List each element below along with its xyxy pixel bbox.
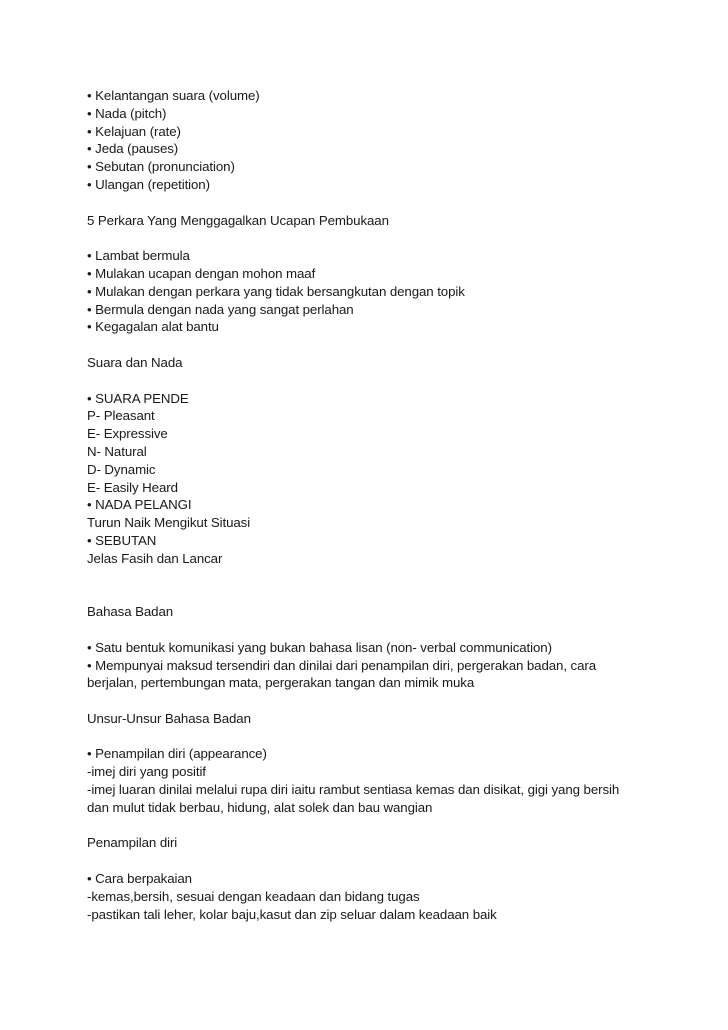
list-item: • Lambat bermula <box>87 248 190 264</box>
spacer <box>87 817 687 835</box>
spacer <box>87 194 687 212</box>
spacer <box>87 336 687 354</box>
section-heading: Suara dan Nada <box>87 354 183 370</box>
text-line: P- Pleasant <box>87 408 155 424</box>
spacer <box>87 852 687 870</box>
section-heading: Penampilan diri <box>87 835 178 851</box>
text-line: E- Easily Heard <box>87 479 178 495</box>
spacer <box>87 728 687 746</box>
text-line: • Cara berpakaian <box>87 871 192 887</box>
text-line: dan mulut tidak berbau, hidung, alat solek dan bau wangian <box>87 799 433 815</box>
text-line: E- Expressive <box>87 426 168 442</box>
text-line: • SEBUTAN <box>87 532 157 548</box>
voice-elements-list <box>87 87 687 194</box>
text-line: -imej luaran dinilai melalui rupa diri iaitu rambut sentiasa kemas dan disikat, gigi yang bersih <box>87 782 620 798</box>
list-item: • Bermula dengan nada yang sangat perlahan <box>87 301 354 317</box>
text-line: Jelas Fasih dan Lancar <box>87 550 223 566</box>
document-page <box>87 87 687 923</box>
text-line: -imej diri yang positif <box>87 764 206 780</box>
text-line: Turun Naik Mengikut Situasi <box>87 515 251 531</box>
section-heading: Unsur-Unsur Bahasa Badan <box>87 710 251 726</box>
spacer <box>87 372 687 390</box>
list-item: • Ulangan (repetition) <box>87 176 210 192</box>
list-item: • Kelantangan suara (volume) <box>87 88 260 103</box>
body-language-elements-list <box>87 745 687 816</box>
text-line: • Mempunyai maksud tersendiri dan dinilai dari penampilan diri, pergerakan badan, cara <box>87 657 597 673</box>
voice-and-tone-list <box>87 390 687 568</box>
section-heading: Bahasa Badan <box>87 604 174 620</box>
list-item: • Sebutan (pronunciation) <box>87 159 235 175</box>
text-line: -pastikan tali leher, kolar baju,kasut dan zip seluar dalam keadaan baik <box>87 906 497 922</box>
list-item: • Mulakan dengan perkara yang tidak bersangkutan dengan topik <box>87 283 465 299</box>
appearance-list <box>87 870 687 923</box>
section-heading: 5 Perkara Yang Menggagalkan Ucapan Pembukaan <box>87 212 389 228</box>
spacer <box>87 621 687 639</box>
text-line: • NADA PELANGI <box>87 497 192 513</box>
spacer <box>87 692 687 710</box>
list-item: • Kelajuan (rate) <box>87 123 181 139</box>
text-line: N- Natural <box>87 443 147 459</box>
text-line: D- Dynamic <box>87 461 156 477</box>
list-item: • Mulakan ucapan dengan mohon maaf <box>87 265 316 281</box>
list-item: • Kegagalan alat bantu <box>87 319 219 335</box>
list-item: • Jeda (pauses) <box>87 141 179 157</box>
list-item: • Nada (pitch) <box>87 105 167 121</box>
spacer <box>87 568 687 604</box>
text-line: • Penampilan diri (appearance) <box>87 746 267 762</box>
text-line: • Satu bentuk komunikasi yang bukan bahasa lisan (non- verbal communication) <box>87 639 552 655</box>
text-line: • SUARA PENDE <box>87 390 189 406</box>
text-line: berjalan, pertembungan mata, pergerakan tangan dan mimik muka <box>87 675 475 691</box>
opening-failures-list <box>87 247 687 336</box>
spacer <box>87 229 687 247</box>
text-line: -kemas,bersih, sesuai dengan keadaan dan bidang tugas <box>87 888 420 904</box>
body-language-list <box>87 639 687 692</box>
